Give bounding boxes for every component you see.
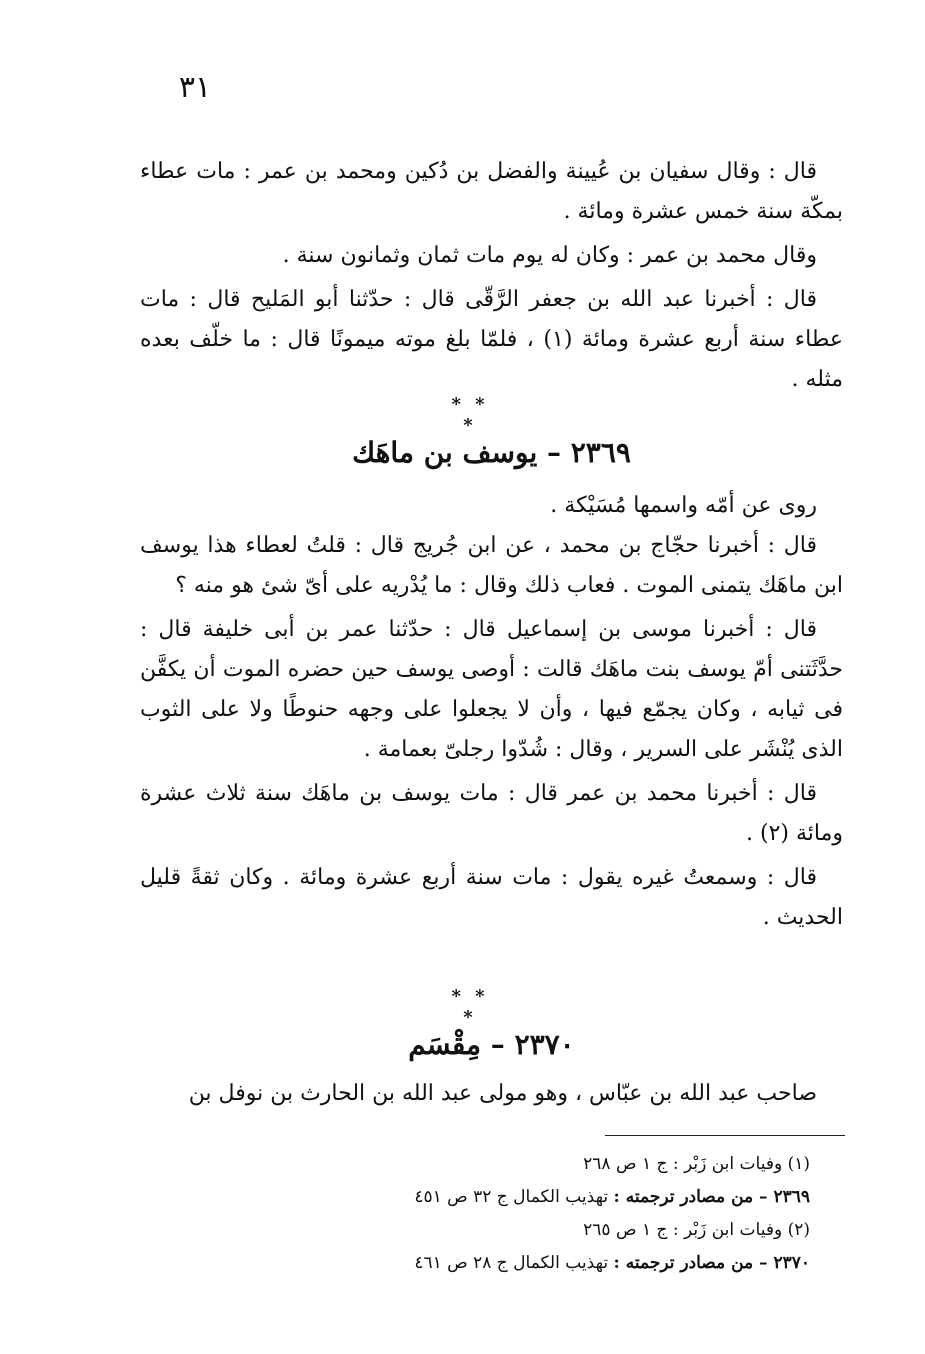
footnote-1: (١) وفيات ابن زَبْر : ج ١ ص ٢٦٨ — [583, 1154, 810, 1174]
sources-text: تهذيب الكمال ج ٣٢ ص ٤٥١ — [414, 1187, 614, 1207]
footnote-2: (٢) وفيات ابن زَبْر : ج ١ ص ٢٦٥ — [583, 1220, 810, 1240]
paragraph: قال : أخبرنا عبد الله بن جعفر الرَّقّى قال : حدّثنا أبو المَليح قال : مات عطاء سنة أربع عشرة ومائة (١) ، فلمّا بلغ موته ميمونًا قال : ما خلّف بعده مثله . — [140, 287, 843, 392]
paragraph: صاحب عبد الله بن عبّاس ، وهو مولى عبد الله بن الحارث بن نوفل بن — [188, 1081, 817, 1106]
sources-2370 — [300, 1247, 810, 1280]
page-number: ٣١ — [178, 70, 212, 105]
entry-heading-2369: ٢٣٦٩ – يوسف بن ماهَك — [352, 436, 631, 469]
entry-2369-body — [140, 486, 843, 938]
entry-2370-body — [140, 1074, 843, 1114]
sources-text: تهذيب الكمال ج ٢٨ ص ٤٦١ — [414, 1253, 614, 1273]
sources-label: ٢٣٧٠ – من مصادر ترجمته : — [613, 1253, 810, 1273]
sources-2369 — [300, 1181, 810, 1214]
section-separator: * * * — [451, 394, 489, 436]
paragraph: قال : وقال سفيان بن عُيينة والفضل بن دُكين ومحمد بن عمر : مات عطاء بمكّة سنة خمس عشرة ومائة . — [140, 159, 843, 224]
paragraph: قال : أخبرنا موسى بن إسماعيل قال : حدّثنا عمر بن أبى خليفة قال : حدَّثَتنى أمّ يوسف بنت ماهَك قالت : أوصى يوسف حين حضره الموت أن يكفَّن فى ثيابه ، وكان يجمّع فيها ، وأن لا يجعلوا على وجهه حنوطًا ولا على الثوب الذى يُنْشَر على السرير ، وقال : شُدّوا رجلىّ بعمامة . — [140, 617, 843, 762]
paragraph: وقال محمد بن عمر : وكان له يوم مات ثمان وثمانون سنة . — [282, 243, 817, 268]
entry-heading-2370: ٢٣٧٠ – مِقْسَم — [408, 1028, 575, 1061]
paragraph: قال : وسمعتُ غيره يقول : مات سنة أربع عشرة ومائة . وكان ثقةً قليل الحديث . — [140, 865, 843, 930]
top-section — [140, 152, 843, 400]
sources-label: ٢٣٦٩ – من مصادر ترجمته : — [613, 1187, 810, 1207]
section-separator: * * * — [451, 986, 489, 1028]
footnotes — [300, 1148, 810, 1280]
paragraph: قال : أخبرنا محمد بن عمر قال : مات يوسف بن ماهَك سنة ثلاث عشرة ومائة (٢) . — [140, 781, 843, 846]
paragraph: روى عن أمّه واسمها مُسَيْكة . — [550, 493, 817, 518]
paragraph: قال : أخبرنا حجّاج بن محمد ، عن ابن جُريج قال : قلتُ لعطاء هذا يوسف ابن ماهَك يتمنى الموت . فعاب ذلك وقال : ما يُدْريه على أىّ شئ هو منه ؟ — [140, 533, 843, 598]
footnote-divider — [605, 1135, 845, 1136]
